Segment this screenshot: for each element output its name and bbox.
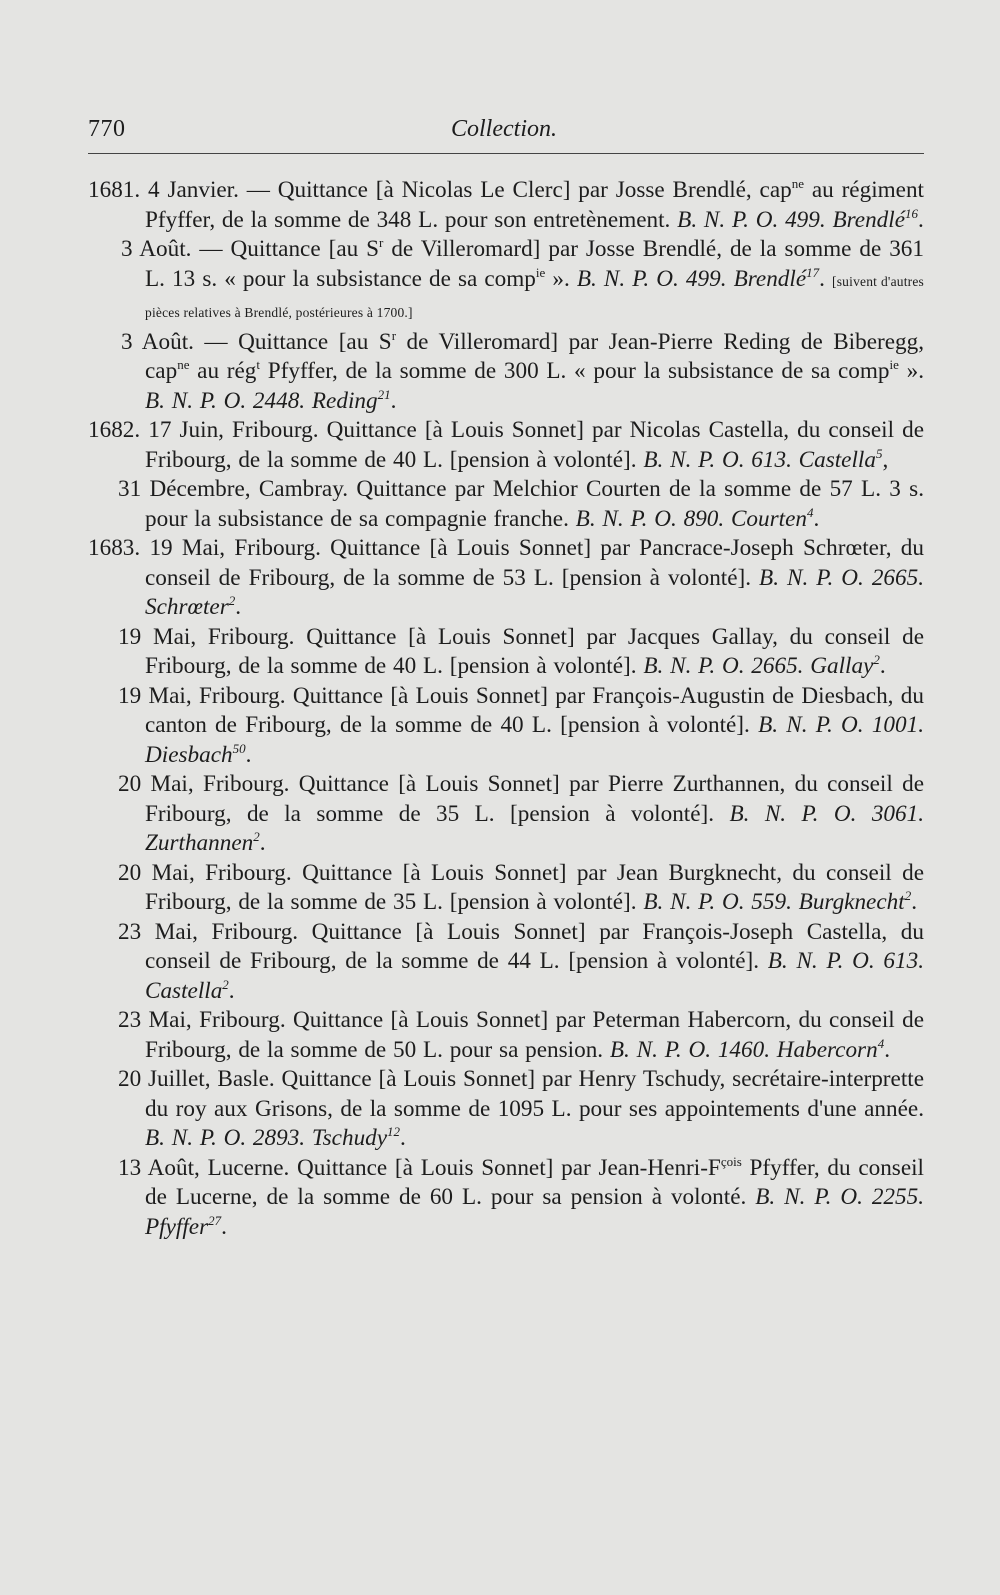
source-reference: B. N. P. O. 2665. Gallay$^2$ [643, 652, 880, 679]
year-label: 1683. [88, 535, 141, 561]
source-reference: B. N. P. O. 613. Castella$^5$ [643, 445, 883, 473]
source-reference: B. N. P. O. 1460. Habercorn$^4$ [609, 1035, 885, 1063]
entry-1683-mai-burgknecht: 20 Mai, Fribourg. Quittance [à Louis Sonnet] par Jean Burgknecht, du conseil de Fribourg, de la somme de 35 L. [pension à volonté]. B. N. P. O. 559. Burgknecht$^2$. [118, 859, 924, 915]
year-label: 1681. [88, 177, 141, 203]
entry-1682-juin: 1682. 17 Juin, Fribourg. Quittance [à Louis Sonnet] par Nicolas Castella, du conseil de Fribourg, de la somme de 40 L. [pension à volonté]. B. N. P. O. 613. Castella$^5$, [88, 417, 925, 473]
entry-1683-aout-pfyffer: 13 Août, Lucerne. Quittance [à Louis Sonnet] par Jean-$Henri-F^{çois}$ Pfyffer, du conseil de Lucerne, de la somme de 60 L. pour sa pension à volonté. B. N. P. O. 2255. Pfyffer$^{27}$. [118, 1153, 924, 1240]
entry-1683-mai-castella: 23 Mai, Fribourg. Quittance [à Louis Sonnet] par François-Joseph Castella, du conseil de Fribourg, de la somme de 44 L. [pension à volonté]. B. N. P. O. 613. Castella$^2$. [118, 918, 924, 1004]
entry-1681-janvier: 1681. 4 Janvier. — Quittance [à Nicolas Le Clerc] par Josse Brendlé, cap$^{ne}$ au régiment Pfyffer, de la somme de 348 L. pour son entretènement. B. N. P. O. 499. Brendlé$^{16}$. [88, 176, 924, 233]
page-number: 770 [88, 116, 126, 142]
source-reference: B. N. P. O. 499. Brendlé$^{17}$ [576, 264, 820, 292]
source-reference: B. N. P. O. 2448. Reding$^{21}$ [145, 386, 391, 414]
running-head: Collection. [451, 116, 557, 142]
source-reference: B. N. P. O. 2893. Tschudy$^{12}$ [145, 1124, 401, 1151]
entry-1681-aout-brendle: 3 Août. — Quittance [au $S^r$ de Villeromard] par Josse Brendlé, de la somme de 361 L. 13 s. « pour la subsistance de sa comp$^{ie}$ ». B. N. P. O. 499. Brendlé$^{17}$. [suivent d'autres pièces relatives à Brendlé, postérieures à 1700.] [121, 235, 925, 320]
source-reference: B. N. P. O. 499. Brendlé$^{16}$ [677, 205, 918, 233]
page-header [88, 116, 920, 156]
source-reference: B. N. P. O. 3061. Zurthannen$^2$ [145, 800, 924, 856]
entry-1683-mai-diesbach: 19 Mai, Fribourg. Quittance [à Louis Sonnet] par François-Augustin de Diesbach, du canton de Fribourg, de la somme de 40 L. [pension à volonté]. B. N. P. O. 1001. Diesbach$^{50}$. [118, 682, 924, 768]
source-reference: B. N. P. O. 2255. Pfyffer$^{27}$ [145, 1184, 924, 1240]
entry-1683-mai-habercorn: 23 Mai, Fribourg. Quittance [à Louis Sonnet] par Peterman Habercorn, du conseil de Fribourg, de la somme de 50 L. pour sa pension. B. N. P. O. 1460. Habercorn$^4$. [118, 1007, 924, 1063]
header-rule [88, 153, 924, 154]
editorial-note: [suivent d'autres pièces relatives à Brendlé, postérieures à 1700.] [145, 273, 925, 320]
source-reference: B. N. P. O. 2665. Schrœter$^2$ [145, 564, 924, 620]
entry-1683-juillet-tschudy: 20 Juillet, Basle. Quittance [à Louis Sonnet] par Henry Tschudy, secrétaire-interprette du roy aux Grisons, de la somme de 1095 L. pour ses appointements d'une année. B. N. P. O. 2893. Tschudy$^{12}$. [118, 1066, 924, 1151]
year-label: 1682. [88, 417, 141, 443]
source-reference: B. N. P. O. 613. Castella$^2$ [145, 948, 924, 1004]
entry-1683-mai-zurthannen: 20 Mai, Fribourg. Quittance [à Louis Sonnet] par Pierre Zurthannen, du conseil de Fribourg, de la somme de 35 L. [pension à volonté]. B. N. P. O. 3061. Zurthannen$^2$. [118, 771, 924, 856]
source-reference: B. N. P. O. 890. Courten$^4$ [575, 504, 814, 532]
entry-1683-mai-gallay: 19 Mai, Fribourg. Quittance [à Louis Sonnet] par Jacques Gallay, du conseil de Fribourg, de la somme de 40 L. [pension à volonté]. B. N. P. O. 2665. Gallay$^2$. [118, 623, 924, 679]
document-body [88, 176, 924, 1242]
source-reference: B. N. P. O. 559. Burgknecht$^2$ [643, 888, 912, 915]
entry-1682-decembre: 31 Décembre, Cambray. Quittance par Melchior Courten de la somme de 57 L. 3 s. pour la subsistance de sa compagnie franche. B. N. P. O. 890. Courten$^4$. [118, 476, 924, 532]
entry-1683-mai-schroeter: 1683. 19 Mai, Fribourg. Quittance [à Louis Sonnet] par Pancrace-Joseph Schrœter, du conseil de Fribourg, de la somme de 53 L. [pension à volonté]. B. N. P. O. 2665. Schrœter$^2$. [88, 535, 924, 620]
source-reference: B. N. P. O. 1001. Diesbach$^{50}$ [145, 712, 924, 768]
entry-1681-aout-reding: 3 Août. — Quittance [au $S^r$ de Villeromard] par Jean-Pierre Reding de Biberegg, cap$^{ne}$ au rég$^t$ Pfyffer, de la somme de 300 L. « pour la subsistance de sa comp$^{ie}$ ». B. N. P. O. 2448. Reding$^{21}$. [121, 327, 925, 414]
